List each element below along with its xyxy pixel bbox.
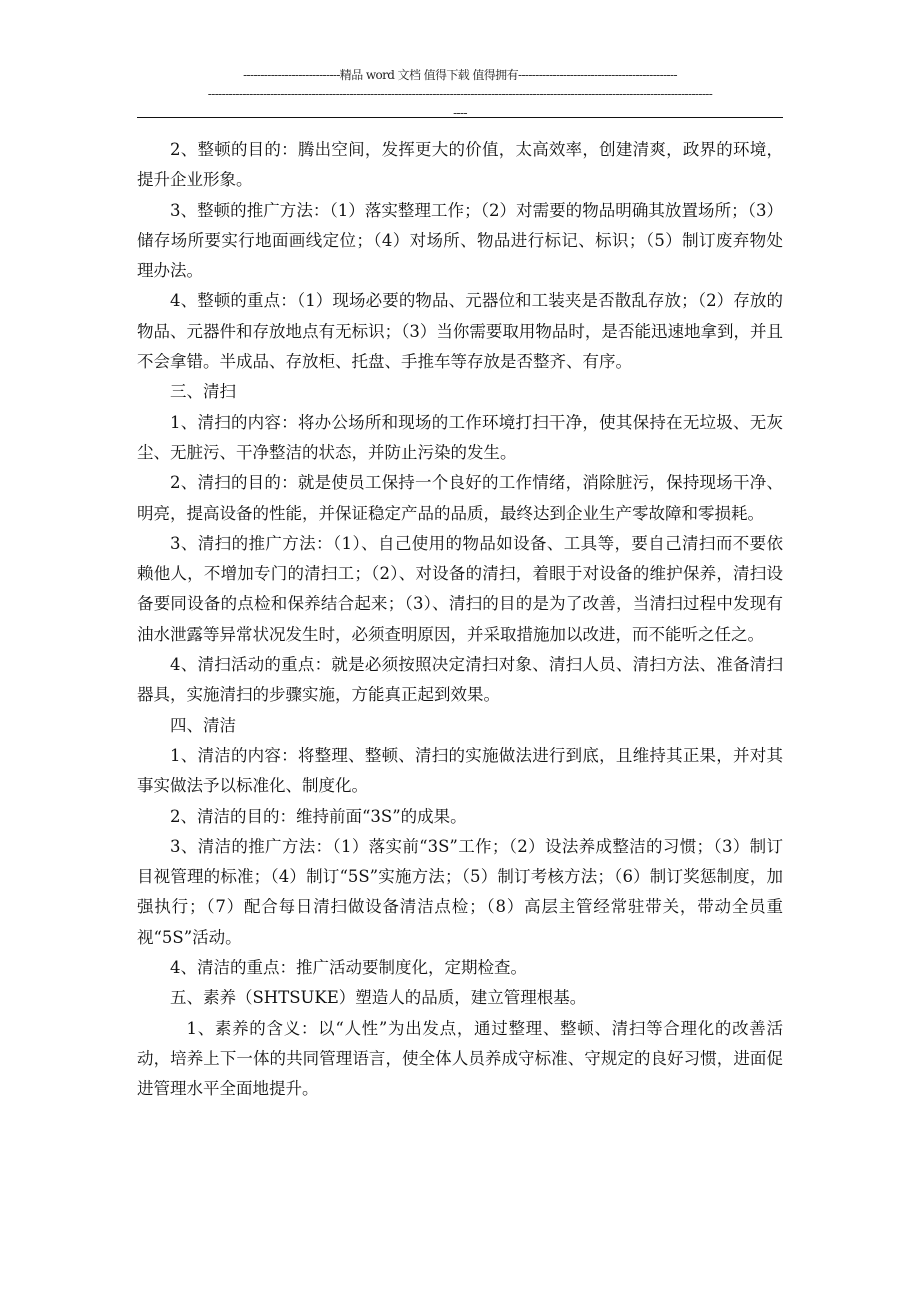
paragraph: 4、清洁的重点：推广活动要制度化，定期检查。	[170, 958, 527, 978]
paragraph: 2、整顿的目的：腾出空间，发挥更大的价值，太高效率，创建清爽，政界的环境，提升企业形象。	[137, 140, 783, 190]
paragraph: 4、整顿的重点：（1）现场必要的物品、元器位和工装夹是否散乱存放；（2）存放的物品、元器件和存放地点有无标识；（3）当你需要取用物品时，是否能迅速地拿到，并且不会拿错。半成品、存放柜、托盘、手推车等存放是否整齐、有序。	[137, 291, 783, 372]
paragraph: 1、素养的含义：以“人性”为出发点，通过整理、整顿、清扫等合理化的改善活动，培养上下一体的共同管理语言，使全体人员养成守标准、守规定的良好习惯，进面促进管理水平全面地提升。	[137, 1018, 783, 1099]
paragraph: 4、清扫活动的重点：就是必须按照决定清扫对象、清扫人员、清扫方法、准备清扫器具，实施清扫的步骤实施，方能真正起到效果。	[137, 655, 783, 705]
paragraph: 1、清扫的内容：将办公场所和现场的工作环境打扫干净，使其保持在无垃圾、无灰尘、无脏污、干净整洁的状态，并防止污染的发生。	[137, 412, 783, 462]
paragraph: 1、清洁的内容：将整理、整顿、清扫的实施做法进行到底，且维持其正果，并对其事实做法予以标准化、制度化。	[137, 745, 783, 796]
section-heading: 三、清扫	[170, 382, 236, 402]
paragraph: 3、清洁的推广方法：（1）落实前“3S”工作；（2）设法养成整洁的习惯；（3）制订目视管理的标准；（4）制订“5S”实施方法；（5）制订考核方法；（6）制订奖惩制度，加强执行；（7）配合每日清扫做设备清洁点检；（8）高层主管经常驻带关，带动全员重视“5S”活动。	[137, 836, 783, 947]
document-body	[137, 135, 783, 1105]
paragraph: 2、清扫的目的：就是使员工保持一个良好的工作情绪，消除脏污，保持现场干净、明亮，提高设备的性能，并保证稳定产品的品质，最终达到企业生产零故障和零损耗。	[137, 473, 783, 523]
paragraph: 3、清扫的推广方法：（1）、自己使用的物品如设备、工具等，要自己清扫而不要依赖他人，不增加专门的清扫工；（2）、对设备的清扫，着眼于对设备的维护保养，清扫设备要同设备的点检和保养结合起来；（3）、清扫的目的是为了改善，当清扫过程中发现有油水泄露等异常状况发生时，必须查明原因，并采取措施加以改进，而不能听之任之。	[137, 533, 783, 644]
section-heading: 五、素养（SHTSUKE）塑造人的品质，建立管理根基。	[170, 988, 587, 1008]
paragraph: 2、清洁的目的：维持前面“3S”的成果。	[170, 806, 467, 826]
header-rule	[137, 117, 783, 118]
section-heading: 四、清洁	[170, 715, 236, 735]
header-line-1: ----------------------------精品 word 文档 值得下载 值得拥有----------------------------------------------	[243, 68, 677, 82]
paragraph: 3、整顿的推广方法：（1）落实整理工作；（2）对需要的物品明确其放置场所；（3）储存场所要实行地面画线定位；（4）对场所、物品进行标记、标识；（5）制订废弃物处理办法。	[137, 200, 783, 281]
header-line-2: --------------------------------------------------------------------------------------------------------------------------------------------------	[207, 87, 713, 101]
header-line-3: ----	[453, 106, 467, 120]
page-header	[137, 66, 783, 123]
